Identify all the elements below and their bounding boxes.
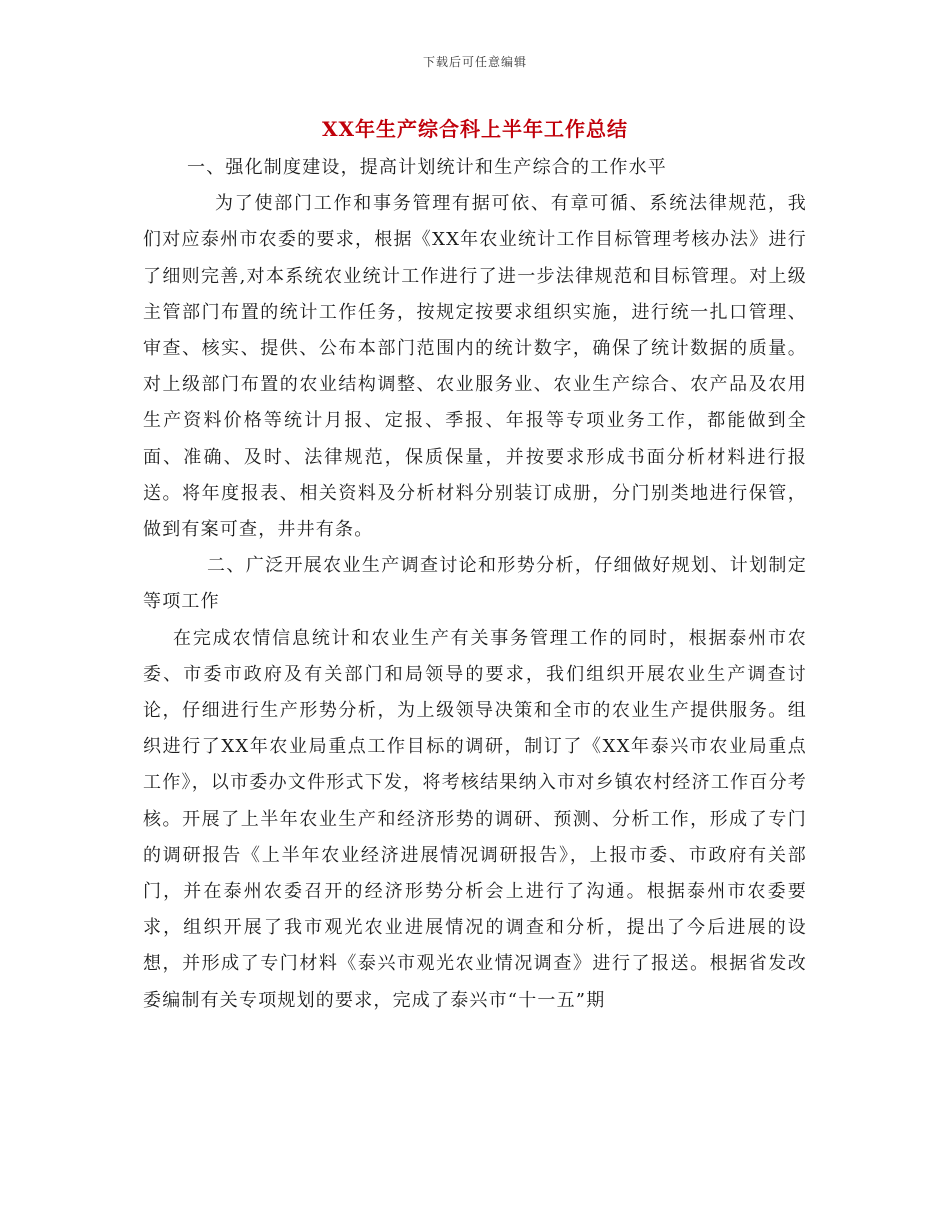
page-header: 下载后可任意编辑 (422, 55, 527, 69)
section-heading: 一、强化制度建设，提高计划统计和生产综合的工作水平 (187, 157, 667, 178)
section-paragraph: 为了使部门工作和事务管理有据可依、有章可循、系统法律规范，我们对应泰州市农委的要求，根据《XX年农业统计工作目标管理考核办法》进行了细则完善,对本系统农业统计工作进行了进一步法律规范和目标管理。对上级主管部门布置的统计工作任务，按规定按要求组织实施，进行统一扎口管理、审查、核实、提供、公布本部门范围内的统计数字，确保了统计数据的质量。对上级部门布置的农业结构调整、农业服务业、农业生产综合、农产品及农用生产资料价格等统计月报、定报、季报、年报等专项业务工作，都能做到全面、准确、及时、法律规范，保质保量，并按要求形成书面分析材料进行报送。将年度报表、相关资料及分析材料分别装订成册，分门别类地进行保管，做到有案可查，井井有条。 (143, 193, 807, 541)
section-heading: 二、广泛开展农业生产调查讨论和形势分析，仔细做好规划、计划制定等项工作 (143, 555, 807, 613)
section-paragraph: 在完成农情信息统计和农业生产有关事务管理工作的同时，根据泰州市农委、市委市政府及有关部门和局领导的要求，我们组织开展农业生产调查讨论，仔细进行生产形势分析，为上级领导决策和全市的农业生产提供服务。组织进行了XX年农业局重点工作目标的调研，制订了《XX年泰兴市农业局重点工作》，以市委办文件形式下发，将考核结果纳入市对乡镇农村经济工作百分考核。开展了上半年农业生产和经济形势的调研、预测、分析工作，形成了专门的调研报告《上半年农业经济进展情况调研报告》，上报市委、市政府有关部门，并在泰州农委召开的经济形势分析会上进行了沟通。根据泰州市农委要求，组织开展了我市观光农业进展情况的调查和分析，提出了今后进展的设想，并形成了专门材料《泰兴市观光农业情况调查》进行了报送。根据省发改委编制有关专项规划的要求，完成了泰兴市“十一五”期 (143, 627, 807, 1011)
document-body (143, 150, 807, 1019)
document-title: XX年生产综合科上半年工作总结 (321, 117, 629, 141)
